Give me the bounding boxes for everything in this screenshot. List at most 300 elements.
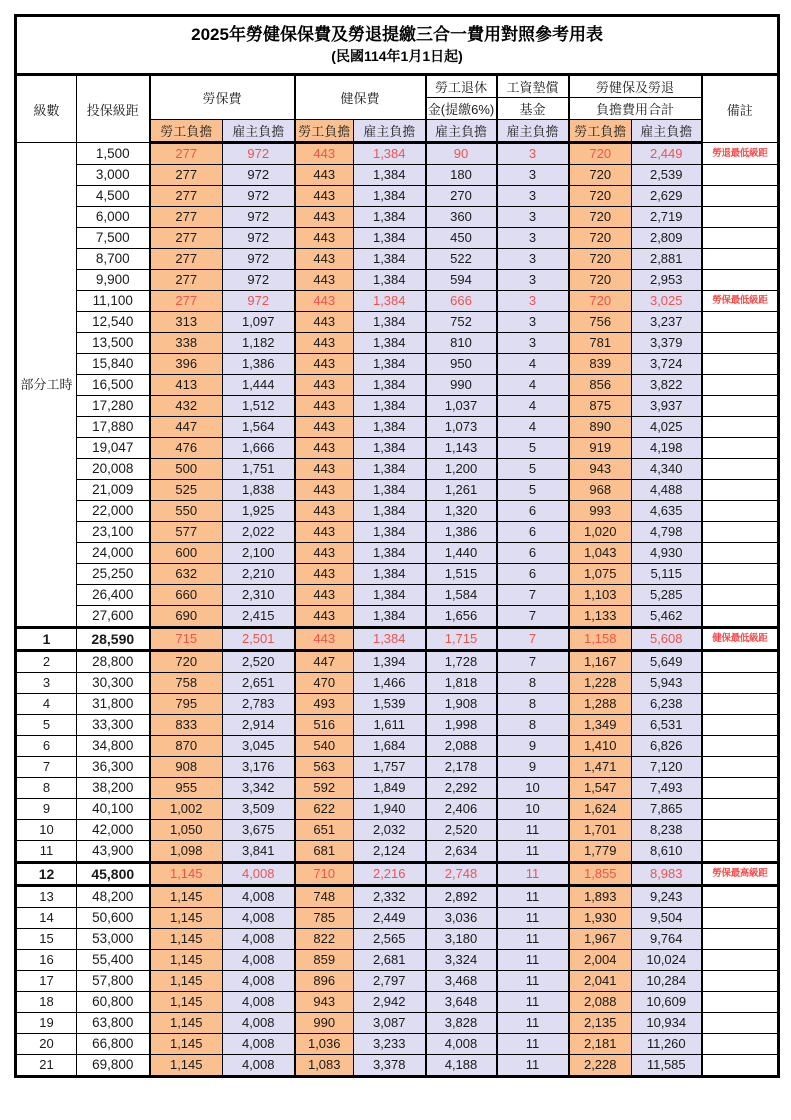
cell-total-worker: 2,041	[569, 971, 632, 992]
cell-health-employer: 1,384	[354, 207, 426, 228]
table-row	[16, 992, 779, 1013]
cell-labor-worker: 432	[150, 396, 223, 417]
table-row	[16, 736, 779, 757]
cell-health-worker: 443	[295, 186, 354, 207]
cell-fund-employer: 4	[497, 354, 569, 375]
cell-note	[702, 354, 779, 375]
cell-pension-employer: 3,468	[426, 971, 497, 992]
cell-total-worker: 1,410	[569, 736, 632, 757]
cell-health-employer: 1,384	[354, 396, 426, 417]
cell-pension-employer: 2,892	[426, 886, 497, 908]
table-row	[16, 1013, 779, 1034]
cell-labor-worker: 447	[150, 417, 223, 438]
cell-bracket: 13,500	[77, 333, 150, 354]
cell-pension-employer: 666	[426, 291, 497, 312]
reference-table-sheet	[14, 14, 780, 1078]
cell-pension-employer: 2,292	[426, 778, 497, 799]
cell-note	[702, 841, 779, 863]
table-row	[16, 480, 779, 501]
cell-total-employer: 3,724	[632, 354, 702, 375]
cell-fund-employer: 8	[497, 694, 569, 715]
cell-total-worker: 856	[569, 375, 632, 396]
cell-health-worker: 443	[295, 228, 354, 249]
cell-level: 9	[16, 799, 77, 820]
table-row	[16, 971, 779, 992]
cell-health-worker: 443	[295, 291, 354, 312]
cell-total-employer: 4,930	[632, 543, 702, 564]
cell-health-worker: 443	[295, 438, 354, 459]
cell-pension-employer: 1,584	[426, 585, 497, 606]
subheader-pension-employer: 雇主負擔	[426, 120, 497, 143]
cell-pension-employer: 3,648	[426, 992, 497, 1013]
title-block	[16, 16, 779, 75]
cell-labor-worker: 277	[150, 249, 223, 270]
cell-note	[702, 992, 779, 1013]
cell-labor-worker: 277	[150, 165, 223, 186]
cell-total-worker: 720	[569, 291, 632, 312]
cell-fund-employer: 3	[497, 249, 569, 270]
cell-pension-employer: 2,748	[426, 863, 497, 886]
cell-total-employer: 2,881	[632, 249, 702, 270]
cell-total-worker: 1,701	[569, 820, 632, 841]
cell-labor-worker: 870	[150, 736, 223, 757]
cell-note	[702, 971, 779, 992]
cell-fund-employer: 11	[497, 1055, 569, 1077]
cell-labor-worker: 396	[150, 354, 223, 375]
cell-total-worker: 1,893	[569, 886, 632, 908]
cell-total-worker: 720	[569, 228, 632, 249]
cell-note	[702, 1013, 779, 1034]
cell-pension-employer: 1,037	[426, 396, 497, 417]
subheader-total-worker: 勞工負擔	[569, 120, 632, 143]
cell-health-employer: 1,849	[354, 778, 426, 799]
cell-note	[702, 757, 779, 778]
cell-total-employer: 3,237	[632, 312, 702, 333]
cell-labor-worker: 500	[150, 459, 223, 480]
cell-bracket: 8,700	[77, 249, 150, 270]
cell-note	[702, 673, 779, 694]
cell-labor-worker: 277	[150, 228, 223, 249]
cell-total-worker: 2,181	[569, 1034, 632, 1055]
cell-labor-employer: 4,008	[223, 1013, 295, 1034]
cell-level: 17	[16, 971, 77, 992]
cell-bracket: 17,880	[77, 417, 150, 438]
cell-total-employer: 10,284	[632, 971, 702, 992]
cell-labor-employer: 1,182	[223, 333, 295, 354]
cell-health-employer: 1,466	[354, 673, 426, 694]
cell-pension-employer: 1,143	[426, 438, 497, 459]
cell-labor-employer: 2,310	[223, 585, 295, 606]
cell-note: 勞保最高級距	[702, 863, 779, 886]
cell-pension-employer: 3,324	[426, 950, 497, 971]
table-row	[16, 863, 779, 886]
cell-level: 2	[16, 651, 77, 673]
cell-labor-worker: 1,145	[150, 992, 223, 1013]
cell-bracket: 40,100	[77, 799, 150, 820]
cell-health-worker: 592	[295, 778, 354, 799]
cell-labor-worker: 525	[150, 480, 223, 501]
cell-bracket: 11,100	[77, 291, 150, 312]
cell-total-employer: 7,865	[632, 799, 702, 820]
cell-total-worker: 720	[569, 186, 632, 207]
cell-health-worker: 443	[295, 417, 354, 438]
table-row	[16, 249, 779, 270]
cell-bracket: 55,400	[77, 950, 150, 971]
subheader-labor-employer: 雇主負擔	[223, 120, 295, 143]
cell-labor-employer: 2,783	[223, 694, 295, 715]
cell-labor-employer: 2,100	[223, 543, 295, 564]
cell-health-worker: 470	[295, 673, 354, 694]
cell-total-employer: 2,719	[632, 207, 702, 228]
table-row	[16, 543, 779, 564]
cell-pension-employer: 450	[426, 228, 497, 249]
cell-note	[702, 564, 779, 585]
cell-level: 4	[16, 694, 77, 715]
cell-fund-employer: 3	[497, 312, 569, 333]
cell-fund-employer: 3	[497, 186, 569, 207]
cell-total-employer: 3,379	[632, 333, 702, 354]
cell-bracket: 20,008	[77, 459, 150, 480]
cell-labor-employer: 3,342	[223, 778, 295, 799]
col-header-total-line1: 勞健保及勞退	[569, 75, 702, 98]
cell-pension-employer: 1,386	[426, 522, 497, 543]
cell-total-worker: 720	[569, 207, 632, 228]
cell-note	[702, 694, 779, 715]
cell-bracket: 50,600	[77, 908, 150, 929]
cell-note	[702, 207, 779, 228]
cell-total-employer: 3,025	[632, 291, 702, 312]
table-row	[16, 1034, 779, 1055]
cell-labor-worker: 632	[150, 564, 223, 585]
cell-health-worker: 443	[295, 333, 354, 354]
cell-fund-employer: 11	[497, 886, 569, 908]
cell-pension-employer: 1,073	[426, 417, 497, 438]
cell-note	[702, 228, 779, 249]
cell-total-worker: 1,930	[569, 908, 632, 929]
cell-bracket: 3,000	[77, 165, 150, 186]
cell-level: 16	[16, 950, 77, 971]
cell-health-employer: 1,384	[354, 585, 426, 606]
cell-total-employer: 8,238	[632, 820, 702, 841]
cell-level: 10	[16, 820, 77, 841]
cell-pension-employer: 810	[426, 333, 497, 354]
cell-total-employer: 7,493	[632, 778, 702, 799]
cell-labor-worker: 1,145	[150, 1034, 223, 1055]
cell-total-employer: 5,115	[632, 564, 702, 585]
cell-bracket: 31,800	[77, 694, 150, 715]
cell-labor-worker: 313	[150, 312, 223, 333]
table-row	[16, 501, 779, 522]
cell-health-employer: 1,384	[354, 501, 426, 522]
cell-total-worker: 2,004	[569, 950, 632, 971]
cell-health-employer: 1,384	[354, 354, 426, 375]
cell-fund-employer: 3	[497, 333, 569, 354]
cell-bracket: 9,900	[77, 270, 150, 291]
cell-level: 12	[16, 863, 77, 886]
cell-labor-employer: 2,415	[223, 606, 295, 628]
cell-total-employer: 4,025	[632, 417, 702, 438]
cell-pension-employer: 950	[426, 354, 497, 375]
cell-labor-worker: 1,145	[150, 950, 223, 971]
cell-level: 14	[16, 908, 77, 929]
table-row	[16, 694, 779, 715]
cell-total-worker: 2,228	[569, 1055, 632, 1077]
cell-note	[702, 480, 779, 501]
cell-health-employer: 1,384	[354, 438, 426, 459]
cell-pension-employer: 1,728	[426, 651, 497, 673]
cell-labor-employer: 1,097	[223, 312, 295, 333]
cell-total-employer: 4,488	[632, 480, 702, 501]
cell-total-worker: 1,103	[569, 585, 632, 606]
cell-bracket: 66,800	[77, 1034, 150, 1055]
cell-health-employer: 1,384	[354, 228, 426, 249]
cell-labor-employer: 2,651	[223, 673, 295, 694]
cell-bracket: 34,800	[77, 736, 150, 757]
cell-fund-employer: 3	[497, 143, 569, 165]
cell-pension-employer: 3,036	[426, 908, 497, 929]
cell-labor-employer: 3,675	[223, 820, 295, 841]
cell-labor-worker: 476	[150, 438, 223, 459]
cell-labor-employer: 972	[223, 249, 295, 270]
cell-labor-employer: 2,914	[223, 715, 295, 736]
cell-total-employer: 4,635	[632, 501, 702, 522]
col-header-bracket: 投保級距	[77, 75, 150, 143]
cell-note	[702, 1034, 779, 1055]
table-row	[16, 186, 779, 207]
cell-fund-employer: 7	[497, 628, 569, 651]
cell-health-employer: 1,384	[354, 291, 426, 312]
cell-health-worker: 1,036	[295, 1034, 354, 1055]
cell-note	[702, 333, 779, 354]
table-row	[16, 354, 779, 375]
cell-health-worker: 1,083	[295, 1055, 354, 1077]
premium-comparison-table	[14, 14, 780, 1078]
cell-fund-employer: 3	[497, 165, 569, 186]
cell-bracket: 24,000	[77, 543, 150, 564]
cell-total-worker: 993	[569, 501, 632, 522]
cell-total-employer: 2,953	[632, 270, 702, 291]
cell-level: 19	[16, 1013, 77, 1034]
cell-pension-employer: 180	[426, 165, 497, 186]
cell-health-employer: 1,539	[354, 694, 426, 715]
cell-labor-employer: 3,176	[223, 757, 295, 778]
table-row	[16, 908, 779, 929]
cell-pension-employer: 2,406	[426, 799, 497, 820]
cell-total-worker: 1,967	[569, 929, 632, 950]
cell-total-employer: 2,629	[632, 186, 702, 207]
cell-labor-employer: 4,008	[223, 992, 295, 1013]
cell-fund-employer: 4	[497, 375, 569, 396]
cell-pension-employer: 752	[426, 312, 497, 333]
table-row	[16, 841, 779, 863]
cell-labor-employer: 972	[223, 270, 295, 291]
cell-note	[702, 950, 779, 971]
cell-fund-employer: 11	[497, 1034, 569, 1055]
table-row	[16, 715, 779, 736]
cell-labor-worker: 277	[150, 186, 223, 207]
cell-fund-employer: 11	[497, 841, 569, 863]
cell-health-employer: 2,032	[354, 820, 426, 841]
cell-labor-employer: 4,008	[223, 863, 295, 886]
cell-pension-employer: 990	[426, 375, 497, 396]
cell-health-worker: 443	[295, 585, 354, 606]
cell-bracket: 6,000	[77, 207, 150, 228]
cell-total-employer: 5,608	[632, 628, 702, 651]
cell-health-employer: 2,449	[354, 908, 426, 929]
cell-pension-employer: 1,515	[426, 564, 497, 585]
cell-total-employer: 4,798	[632, 522, 702, 543]
table-row	[16, 459, 779, 480]
cell-health-worker: 443	[295, 459, 354, 480]
cell-note	[702, 736, 779, 757]
cell-fund-employer: 3	[497, 270, 569, 291]
cell-health-employer: 1,384	[354, 270, 426, 291]
cell-total-employer: 10,024	[632, 950, 702, 971]
cell-health-worker: 622	[295, 799, 354, 820]
table-row	[16, 820, 779, 841]
cell-labor-employer: 3,841	[223, 841, 295, 863]
cell-pension-employer: 360	[426, 207, 497, 228]
cell-total-worker: 720	[569, 143, 632, 165]
cell-labor-worker: 833	[150, 715, 223, 736]
cell-total-employer: 7,120	[632, 757, 702, 778]
cell-note: 健保最低級距	[702, 628, 779, 651]
cell-health-employer: 1,684	[354, 736, 426, 757]
cell-health-worker: 443	[295, 270, 354, 291]
cell-health-worker: 443	[295, 354, 354, 375]
table-row	[16, 312, 779, 333]
cell-pension-employer: 270	[426, 186, 497, 207]
table-row	[16, 929, 779, 950]
cell-health-worker: 443	[295, 396, 354, 417]
cell-labor-worker: 758	[150, 673, 223, 694]
cell-bracket: 12,540	[77, 312, 150, 333]
cell-fund-employer: 9	[497, 757, 569, 778]
cell-fund-employer: 3	[497, 291, 569, 312]
cell-labor-worker: 550	[150, 501, 223, 522]
cell-health-employer: 1,394	[354, 651, 426, 673]
cell-total-worker: 1,779	[569, 841, 632, 863]
cell-labor-employer: 2,210	[223, 564, 295, 585]
table-row	[16, 375, 779, 396]
cell-total-worker: 1,624	[569, 799, 632, 820]
col-header-labor-fee: 勞保費	[150, 75, 295, 120]
cell-pension-employer: 1,440	[426, 543, 497, 564]
cell-total-employer: 10,934	[632, 1013, 702, 1034]
cell-labor-worker: 1,145	[150, 1013, 223, 1034]
cell-health-worker: 990	[295, 1013, 354, 1034]
cell-health-employer: 1,384	[354, 165, 426, 186]
cell-health-employer: 3,087	[354, 1013, 426, 1034]
cell-labor-worker: 413	[150, 375, 223, 396]
cell-bracket: 30,300	[77, 673, 150, 694]
col-header-fund-line2: 基金	[497, 98, 569, 120]
cell-labor-worker: 277	[150, 143, 223, 165]
cell-total-employer: 2,539	[632, 165, 702, 186]
cell-health-worker: 443	[295, 522, 354, 543]
cell-labor-employer: 1,751	[223, 459, 295, 480]
cell-fund-employer: 7	[497, 651, 569, 673]
cell-fund-employer: 6	[497, 501, 569, 522]
cell-health-worker: 651	[295, 820, 354, 841]
cell-total-employer: 8,983	[632, 863, 702, 886]
cell-pension-employer: 4,008	[426, 1034, 497, 1055]
cell-level: 6	[16, 736, 77, 757]
cell-health-worker: 443	[295, 375, 354, 396]
cell-fund-employer: 11	[497, 992, 569, 1013]
cell-labor-worker: 715	[150, 628, 223, 651]
cell-fund-employer: 10	[497, 778, 569, 799]
cell-level: 20	[16, 1034, 77, 1055]
cell-note	[702, 459, 779, 480]
cell-labor-employer: 972	[223, 207, 295, 228]
cell-health-worker: 443	[295, 543, 354, 564]
table-row	[16, 291, 779, 312]
cell-health-worker: 447	[295, 651, 354, 673]
cell-labor-worker: 660	[150, 585, 223, 606]
cell-bracket: 28,590	[77, 628, 150, 651]
cell-level: 15	[16, 929, 77, 950]
cell-total-worker: 1,228	[569, 673, 632, 694]
cell-health-employer: 1,384	[354, 543, 426, 564]
cell-labor-employer: 4,008	[223, 971, 295, 992]
cell-note	[702, 501, 779, 522]
cell-health-employer: 1,384	[354, 522, 426, 543]
cell-health-employer: 1,384	[354, 628, 426, 651]
table-row	[16, 673, 779, 694]
table-row	[16, 396, 779, 417]
cell-fund-employer: 4	[497, 396, 569, 417]
cell-bracket: 17,280	[77, 396, 150, 417]
cell-total-worker: 756	[569, 312, 632, 333]
cell-total-employer: 5,943	[632, 673, 702, 694]
cell-bracket: 43,900	[77, 841, 150, 863]
cell-labor-employer: 972	[223, 228, 295, 249]
cell-labor-employer: 3,509	[223, 799, 295, 820]
cell-fund-employer: 3	[497, 228, 569, 249]
cell-level: 3	[16, 673, 77, 694]
cell-total-employer: 11,260	[632, 1034, 702, 1055]
cell-fund-employer: 8	[497, 715, 569, 736]
cell-note	[702, 651, 779, 673]
cell-health-employer: 3,233	[354, 1034, 426, 1055]
cell-pension-employer: 1,320	[426, 501, 497, 522]
cell-pension-employer: 3,180	[426, 929, 497, 950]
cell-fund-employer: 11	[497, 971, 569, 992]
cell-health-employer: 1,384	[354, 459, 426, 480]
cell-total-employer: 4,198	[632, 438, 702, 459]
table-row	[16, 757, 779, 778]
cell-labor-employer: 1,838	[223, 480, 295, 501]
cell-labor-worker: 277	[150, 270, 223, 291]
cell-total-worker: 890	[569, 417, 632, 438]
cell-labor-employer: 4,008	[223, 1034, 295, 1055]
cell-level: 8	[16, 778, 77, 799]
cell-health-employer: 1,384	[354, 564, 426, 585]
cell-health-worker: 443	[295, 249, 354, 270]
cell-total-worker: 968	[569, 480, 632, 501]
table-row	[16, 333, 779, 354]
cell-labor-employer: 4,008	[223, 950, 295, 971]
cell-fund-employer: 11	[497, 950, 569, 971]
cell-fund-employer: 3	[497, 207, 569, 228]
cell-total-worker: 720	[569, 165, 632, 186]
table-row	[16, 564, 779, 585]
cell-total-employer: 4,340	[632, 459, 702, 480]
cell-health-employer: 1,384	[354, 480, 426, 501]
cell-labor-worker: 577	[150, 522, 223, 543]
cell-note	[702, 908, 779, 929]
